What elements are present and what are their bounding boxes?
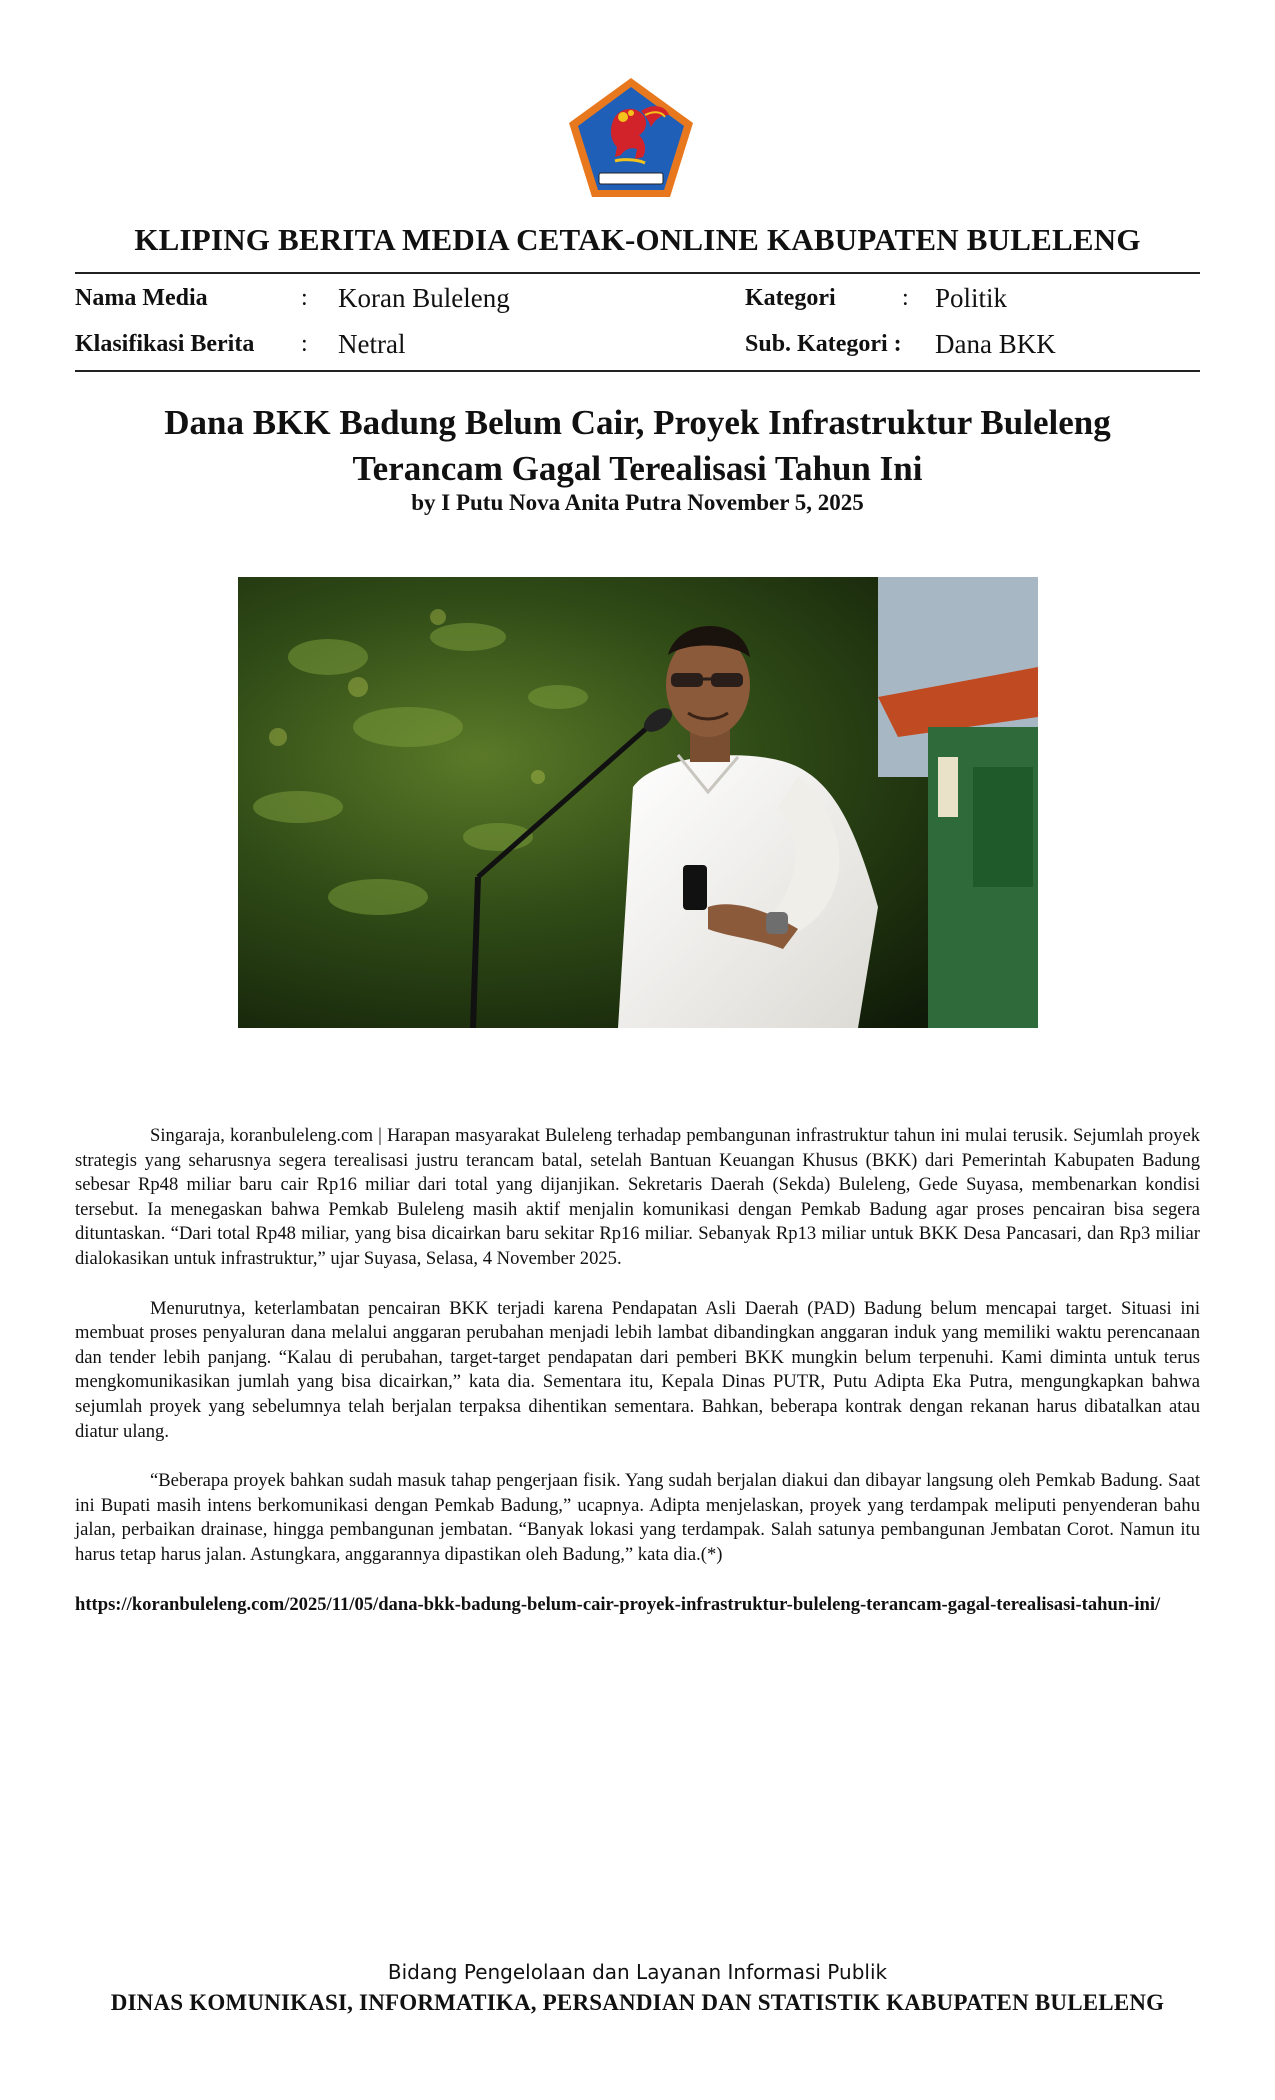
header-divider-top bbox=[75, 272, 1200, 274]
article-paragraph-3: “Beberapa proyek bahkan sudah masuk tahap pengerjaan fisik. Yang sudah berjalan diakui dan dibayar langsung oleh Pemkab Badung. Saat ini Bupati masih intens berkomunikasi dengan Pemkab Badung,” ucapnya. Adipta menjelaskan, proyek yang terdampak meliputi penyenderan bahu jalan, perbaikan drainase, hingga pembangunan jembatan. “Banyak lokasi yang terdampak. Salah satunya pembangunan Jembatan Corot. Namun itu harus tetap harus jalan. Astungkara, anggarannya dipastikan oleh Badung,” kata dia.(*) bbox=[75, 1470, 1200, 1565]
kategori-value: Politik bbox=[935, 283, 1008, 313]
article-byline: by I Putu Nova Anita Putra November 5, 2025 bbox=[411, 490, 864, 515]
kategori-label: Kategori bbox=[745, 285, 836, 311]
clipping-header-title: KLIPING BERITA MEDIA CETAK-ONLINE KABUPATEN BULELENG bbox=[134, 222, 1141, 257]
sub-kategori-label: Sub. Kategori : bbox=[745, 331, 902, 357]
article-title bbox=[75, 400, 1200, 492]
article-body bbox=[75, 1124, 1200, 1642]
article-title-line-2: Terancam Gagal Terealisasi Tahun Ini bbox=[352, 449, 923, 488]
footer-agency: DINAS KOMUNIKASI, INFORMATIKA, PERSANDIAN DAN STATISTIK KABUPATEN BULELENG bbox=[110, 1990, 1165, 2015]
klasifikasi-label: Klasifikasi Berita bbox=[75, 331, 255, 357]
nama-media-colon: : bbox=[301, 285, 308, 311]
buleleng-regency-emblem-icon bbox=[565, 75, 697, 201]
nama-media-value: Koran Buleleng bbox=[338, 283, 510, 313]
meta-row-sub-kategori bbox=[745, 326, 1200, 362]
article-paragraph-1: Singaraja, koranbuleleng.com | Harapan masyarakat Buleleng terhadap pembangunan infrastruktur tahun ini mulai terusik. Sejumlah proyek strategis yang seharusnya segera terealisasi justru terancam batal, setelah Bantuan Keuangan Khusus (BKK) dari Pemerintah Kabupaten Badung sebesar Rp48 miliar baru cair Rp16 miliar dari total yang dijanjikan. Sekretaris Daerah (Sekda) Buleleng, Gede Suyasa, membenarkan kondisi tersebut. Ia menegaskan bahwa Pemkab Buleleng masih aktif menjalin komunikasi dengan Pemkab Badung agar proses pencairan bisa segera dituntaskan. “Dari total Rp48 miliar, yang bisa dicairkan baru sekitar Rp16 miliar. Sebanyak Rp13 miliar untuk BKK Desa Pancasari, dan Rp3 miliar dialokasikan untuk infrastruktur,” ujar Suyasa, Selasa, 4 November 2025. bbox=[75, 1125, 1200, 1269]
nama-media-label: Nama Media bbox=[75, 285, 208, 311]
meta-row-nama-media bbox=[75, 280, 675, 316]
meta-row-klasifikasi bbox=[75, 326, 675, 362]
footer-department: Bidang Pengelolaan dan Layanan Informasi Publik bbox=[387, 1960, 888, 1984]
article-paragraph-2: Menurutnya, keterlambatan pencairan BKK terjadi karena Pendapatan Asli Daerah (PAD) Badung belum mencapai target. Situasi ini membuat proses penyaluran dana melalui anggaran perubahan menjadi lebih lambat dibandingkan anggaran induk yang memiliki waktu perencanaan dan tender lebih panjang. “Kalau di perubahan, target-target pendapatan dari pemberi BKK mungkin belum terpenuhi. Kami diminta untuk terus mengkomunikasikan jumlah yang bisa dicairkan,” kata dia. Sementara itu, Kepala Dinas PUTR, Putu Adipta Eka Putra, mengungkapkan bahwa sejumlah proyek yang sebelumnya telah berjalan terpaksa dihentikan sementara. Bahkan, beberapa kontrak dengan rekanan harus dibatalkan atau diatur ulang. bbox=[75, 1297, 1200, 1442]
klasifikasi-value: Netral bbox=[338, 329, 406, 359]
meta-row-kategori bbox=[745, 280, 1200, 316]
article-title-line-1: Dana BKK Badung Belum Cair, Proyek Infrastruktur Buleleng bbox=[164, 403, 1111, 442]
source-url-link[interactable]: https://koranbuleleng.com/2025/11/05/dana-bkk-badung-belum-cair-proyek-infrastruktur-buleleng-terancam-gagal-terealisasi-tahun-ini/ bbox=[75, 1593, 1161, 1615]
header-divider-bottom bbox=[75, 370, 1200, 372]
man-speaking-at-microphone-photo bbox=[238, 577, 1038, 1028]
kategori-colon: : bbox=[902, 285, 909, 311]
sub-kategori-value: Dana BKK bbox=[935, 329, 1056, 359]
klasifikasi-colon: : bbox=[301, 331, 308, 357]
